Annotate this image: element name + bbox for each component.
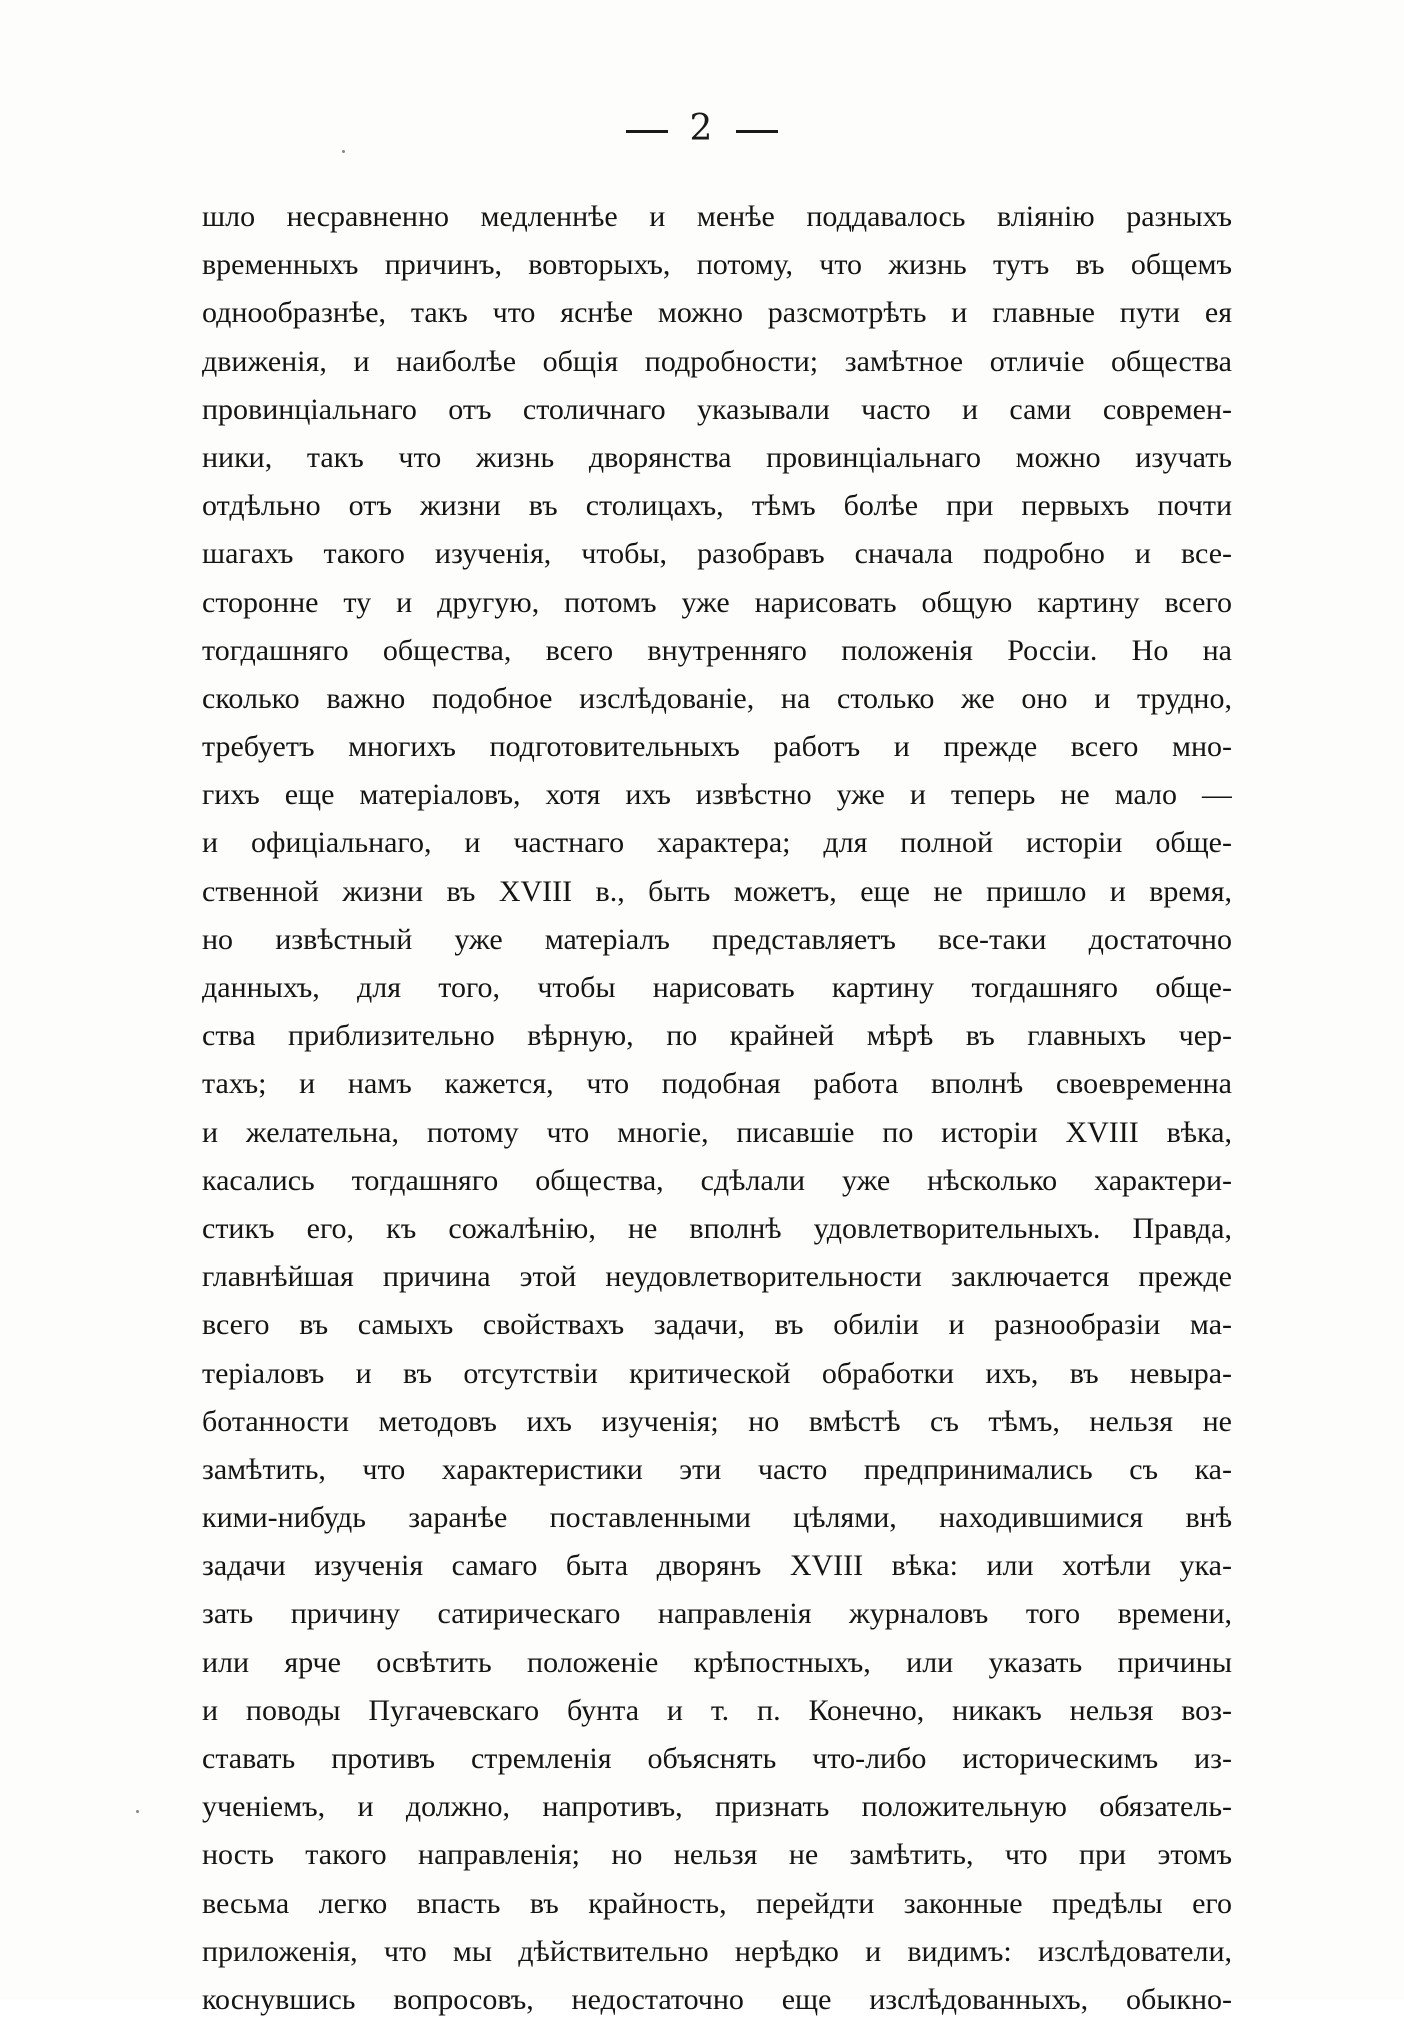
text-line: и желательна, потому что многіе, писавшіе по исторіи XVIII вѣка,	[202, 1115, 1232, 1149]
text-line: ства приблизительно вѣрную, по крайней мѣрѣ въ главныхъ чер-	[202, 1019, 1232, 1053]
page-number-right-dash	[736, 130, 778, 133]
text-line: ники, такъ что жизнь дворянства провинціальнаго можно изучать	[202, 440, 1232, 474]
text-line: сколько важно подобное изслѣдованіе, на столько же оно и трудно,	[202, 681, 1232, 715]
body-text	[202, 193, 1232, 2024]
text-line: отдѣльно отъ жизни въ столицахъ, тѣмъ болѣе при первыхъ почти	[202, 489, 1232, 523]
text-line: однообразнѣе, такъ что яснѣе можно разсмотрѣть и главные пути ея	[202, 296, 1232, 330]
text-line: ность такого направленія; но нельзя не замѣтить, что при этомъ	[202, 1838, 1232, 1872]
text-line: и поводы Пугачевскаго бунта и т. п. Конечно, никакъ нельзя воз-	[202, 1693, 1232, 1727]
text-line: главнѣйшая причина этой неудовлетворительности заключается прежде	[202, 1260, 1232, 1294]
text-line: данныхъ, для того, чтобы нарисовать картину тогдашняго обще-	[202, 971, 1232, 1004]
text-line: провинціальнаго отъ столичнаго указывали часто и сами современ-	[202, 392, 1232, 426]
text-line: сторонне ту и другую, потомъ уже нарисовать общую картину всего	[202, 585, 1232, 619]
text-line: ботанности методовъ ихъ изученія; но вмѣстѣ съ тѣмъ, нельзя не	[202, 1404, 1232, 1438]
text-line: ственной жизни въ XVIII в., быть можетъ, еще не пришло и время,	[202, 874, 1232, 908]
text-line: ставать противъ стремленія объяснять что-либо историческимъ из-	[202, 1742, 1232, 1775]
text-line: шло несравненно медленнѣе и менѣе поддавалось вліянію разныхъ	[202, 200, 1232, 233]
scan-speck	[136, 1810, 139, 1813]
text-line: или ярче освѣтить положеніе крѣпостныхъ, или указать причины	[202, 1645, 1232, 1679]
page-number	[0, 108, 1404, 149]
text-line: временныхъ причинъ, вовторыхъ, потому, что жизнь тутъ въ общемъ	[202, 248, 1232, 282]
text-line: и офиціальнаго, и частнаго характера; для полной исторіи обще-	[202, 826, 1232, 860]
text-line: зать причину сатирическаго направленія журналовъ того времени,	[202, 1597, 1232, 1631]
text-line: ученіемъ, и должно, напротивъ, признать положительную обязатель-	[202, 1790, 1232, 1824]
text-line: коснувшись вопросовъ, недостаточно еще изслѣдованныхъ, обыкно-	[202, 1982, 1232, 2016]
text-line: требуетъ многихъ подготовительныхъ работъ и прежде всего мно-	[202, 730, 1232, 764]
text-line: движенія, и наиболѣе общія подробности; замѣтное отличіе общества	[202, 344, 1232, 378]
text-line: стикъ его, къ сожалѣнію, не вполнѣ удовлетворительныхъ. Правда,	[202, 1211, 1232, 1245]
text-line: задачи изученія самаго быта дворянъ XVIII вѣка: или хотѣли ука-	[202, 1549, 1232, 1583]
text-line: весьма легко впасть въ крайность, перейдти законные предѣлы его	[202, 1886, 1232, 1920]
page-number-value: 2	[689, 108, 715, 149]
text-line: гихъ еще матеріаловъ, хотя ихъ извѣстно уже и теперь не мало —	[202, 778, 1232, 812]
scan-speck	[342, 150, 345, 153]
text-line: тахъ; и намъ кажется, что подобная работа вполнѣ своевременна	[202, 1067, 1232, 1101]
text-line: кими-нибудь заранѣе поставленными цѣлями, находившимися внѣ	[202, 1501, 1232, 1535]
text-line: приложенія, что мы дѣйствительно нерѣдко и видимъ: изслѣдователи,	[202, 1934, 1232, 1968]
text-line: тогдашняго общества, всего внутренняго положенія Россіи. Но на	[202, 633, 1232, 667]
text-line: касались тогдашняго общества, сдѣлали уже нѣсколько характери-	[202, 1163, 1232, 1197]
text-line: всего въ самыхъ свойствахъ задачи, въ обиліи и разнообразіи ма-	[202, 1308, 1232, 1342]
text-line: но извѣстный уже матеріалъ представляетъ все-таки достаточно	[202, 922, 1232, 956]
text-line: теріаловъ и въ отсутствіи критической обработки ихъ, въ невыра-	[202, 1356, 1232, 1390]
text-line: шагахъ такого изученія, чтобы, разобравъ сначала подробно и все-	[202, 537, 1232, 571]
page-number-left-dash	[626, 130, 668, 133]
text-line: замѣтить, что характеристики эти часто предпринимались съ ка-	[202, 1452, 1232, 1486]
